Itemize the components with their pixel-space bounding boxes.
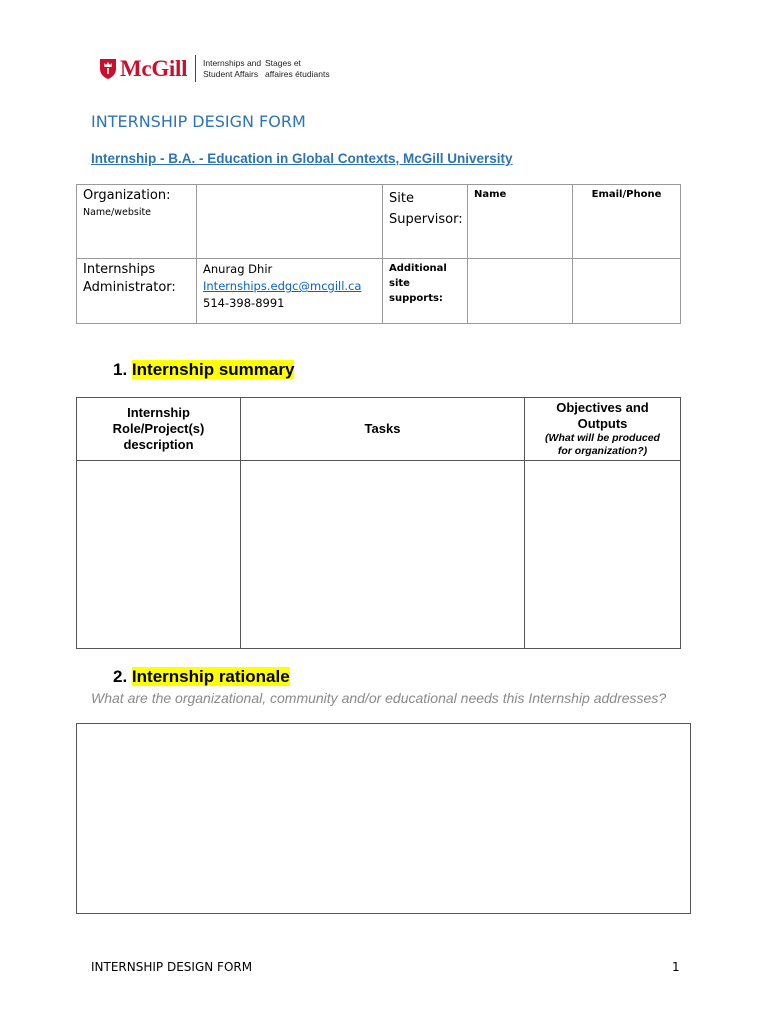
organization-label: Organization: (83, 188, 171, 203)
administrator-label-1: Internships (83, 262, 156, 277)
role-header-line1: Internship (127, 405, 190, 420)
additional-supports-email-field[interactable] (573, 259, 681, 324)
site-supervisor-label-1: Site (389, 191, 414, 206)
tasks-header-label: Tasks (364, 421, 401, 436)
section-2-heading (113, 667, 290, 687)
mcgill-wordmark: McGill (120, 56, 188, 81)
form-title: INTERNSHIP DESIGN FORM (91, 112, 306, 131)
organization-label-cell (77, 185, 197, 259)
objectives-field[interactable] (525, 461, 681, 649)
section-2-number: 2. (113, 667, 128, 686)
organization-value-field[interactable] (197, 185, 383, 259)
rationale-field[interactable] (76, 723, 691, 914)
form-subtitle: Internship - B.A. - Education in Global Contexts, McGill University (91, 151, 513, 166)
role-header-line3: description (123, 437, 194, 452)
administrator-phone: 514-398-8991 (203, 296, 285, 310)
administrator-email-link[interactable]: Internships.edgc@mcgill.ca (203, 279, 362, 293)
page-number: 1 (672, 960, 680, 974)
logo-unit-fr-line1: Stages et (265, 58, 301, 68)
supervisor-email-field[interactable] (573, 185, 681, 259)
administrator-contact-cell (197, 259, 383, 324)
logo-unit-fr-line2: affaires étudiants (265, 69, 330, 79)
section-1-number: 1. (113, 360, 128, 379)
logo-unit-french (265, 58, 330, 80)
internship-summary-table (76, 397, 681, 649)
supervisor-name-field[interactable] (468, 185, 573, 259)
role-description-header (77, 398, 241, 461)
footer-title: INTERNSHIP DESIGN FORM (91, 960, 253, 974)
logo-unit-en-line1: Internships and (203, 58, 262, 68)
mcgill-shield-icon (99, 58, 117, 80)
administrator-name: Anurag Dhir (203, 262, 273, 276)
additional-label-1: Additional (389, 263, 447, 274)
additional-supports-name-field[interactable] (468, 259, 573, 324)
administrator-label-cell (77, 259, 197, 324)
organization-table (76, 184, 681, 324)
additional-supports-label-cell (383, 259, 468, 324)
role-description-field[interactable] (77, 461, 241, 649)
objectives-header-line2: Outputs (577, 416, 628, 431)
logo-divider (195, 55, 196, 82)
tasks-field[interactable] (241, 461, 525, 649)
objectives-header (525, 398, 681, 461)
name-header: Name (474, 189, 507, 200)
logo-unit-en-line2: Student Affairs (203, 69, 259, 79)
organization-sublabel: Name/website (83, 207, 152, 218)
objectives-note-line2: for organization?) (557, 445, 648, 457)
additional-label-2: site (389, 278, 410, 289)
section-2-title: Internship rationale (131, 667, 290, 686)
additional-label-3: supports: (389, 293, 443, 304)
role-header-line2: Role/Project(s) (112, 421, 205, 436)
objectives-header-line1: Objectives and (556, 400, 649, 415)
rationale-question: What are the organizational, community and/or educational needs this Internship addresses? (91, 690, 667, 706)
section-1-title: Internship summary (131, 360, 295, 379)
site-supervisor-label-2: Supervisor: (389, 212, 463, 227)
logo-unit-english (203, 58, 261, 80)
email-phone-header: Email/Phone (591, 189, 662, 200)
tasks-header (241, 398, 525, 461)
administrator-label-2: Administrator: (83, 280, 176, 295)
section-1-heading (113, 360, 294, 380)
site-supervisor-label-cell (383, 185, 468, 259)
objectives-note-line1: (What will be produced (545, 432, 660, 444)
